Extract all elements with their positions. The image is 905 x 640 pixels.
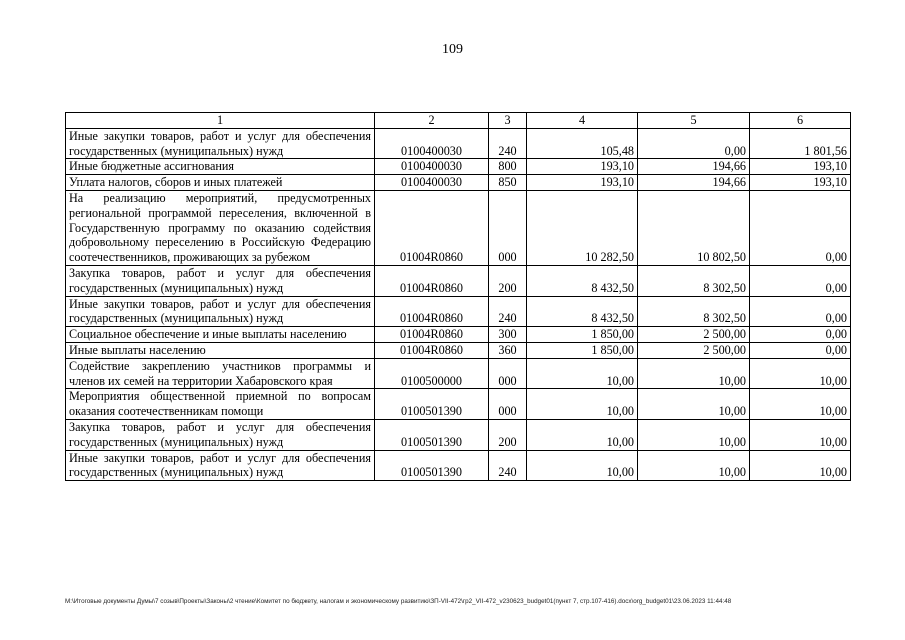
row-name: Закупка товаров, работ и услуг для обеспечения государственных (муниципальных) нужд [66,265,375,296]
row-value-col-5: 194,66 [638,175,750,191]
table-row [66,327,851,343]
table-row [66,450,851,481]
row-value-col-5: 10,00 [638,419,750,450]
table-row [66,175,851,191]
row-value-col-5: 0,00 [638,128,750,159]
row-value-col-4: 10,00 [527,419,638,450]
row-target-code: 01004R0860 [375,265,489,296]
table-row [66,296,851,327]
row-name: Иные закупки товаров, работ и услуг для обеспечения государственных (муниципальных) нужд [66,296,375,327]
header-col-6: 6 [750,113,851,129]
table-row [66,389,851,420]
row-target-code: 01004R0860 [375,296,489,327]
row-value-col-5: 8 302,50 [638,265,750,296]
row-name: Иные закупки товаров, работ и услуг для обеспечения государственных (муниципальных) нужд [66,450,375,481]
header-col-1: 1 [66,113,375,129]
row-expense-type: 240 [489,128,527,159]
table-row [66,419,851,450]
row-expense-type: 240 [489,296,527,327]
header-row [66,113,851,129]
table-header [66,113,851,129]
row-value-col-4: 193,10 [527,159,638,175]
row-target-code: 01004R0860 [375,342,489,358]
row-expense-type: 240 [489,450,527,481]
row-name: Иные выплаты населению [66,342,375,358]
row-name: Социальное обеспечение и иные выплаты населению [66,327,375,343]
row-name: Иные бюджетные ассигнования [66,159,375,175]
row-value-col-4: 10,00 [527,389,638,420]
header-col-5: 5 [638,113,750,129]
table-row [66,128,851,159]
row-value-col-6: 0,00 [750,265,851,296]
row-expense-type: 200 [489,265,527,296]
row-expense-type: 800 [489,159,527,175]
row-value-col-5: 10,00 [638,389,750,420]
row-expense-type: 000 [489,358,527,389]
page-number: 109 [442,42,463,57]
row-value-col-6: 10,00 [750,389,851,420]
row-expense-type: 300 [489,327,527,343]
row-value-col-5: 10,00 [638,358,750,389]
budget-table [65,112,851,481]
header-col-2: 2 [375,113,489,129]
table-row [66,358,851,389]
row-value-col-4: 8 432,50 [527,265,638,296]
row-value-col-6: 193,10 [750,159,851,175]
footer-file-path: M:\Итоговые документы Думы\7 созыв\Проекты\Законы\2 чтение\Комитет по бюджету, налогам и экономическому развитию\ЗП-VII-472\гр2_VII-472_v230623_budget01(пункт 7, стр.107-416).docx\org_budget01\23.06.2023 11:44:48 [65,598,732,605]
row-value-col-6: 0,00 [750,327,851,343]
header-col-4: 4 [527,113,638,129]
row-target-code: 0100500000 [375,358,489,389]
row-value-col-4: 10,00 [527,450,638,481]
row-name: Иные закупки товаров, работ и услуг для обеспечения государственных (муниципальных) нужд [66,128,375,159]
row-expense-type: 850 [489,175,527,191]
row-value-col-4: 1 850,00 [527,342,638,358]
row-value-col-6: 10,00 [750,358,851,389]
row-name: На реализацию мероприятий, предусмотренных региональной программой переселения, включенной в Государственную программу по оказанию содействия добровольному переселению в Российскую Федерацию соотечественников, проживающих за рубежом [66,190,375,265]
row-target-code: 0100400030 [375,128,489,159]
row-value-col-5: 10,00 [638,450,750,481]
row-target-code: 0100501390 [375,450,489,481]
table-body [66,128,851,480]
row-expense-type: 200 [489,419,527,450]
row-value-col-5: 194,66 [638,159,750,175]
row-value-col-4: 10 282,50 [527,190,638,265]
row-value-col-4: 10,00 [527,358,638,389]
row-target-code: 0100501390 [375,389,489,420]
table-row [66,190,851,265]
header-col-3: 3 [489,113,527,129]
row-target-code: 01004R0860 [375,190,489,265]
row-value-col-6: 10,00 [750,419,851,450]
row-value-col-6: 10,00 [750,450,851,481]
table-row [66,265,851,296]
row-expense-type: 360 [489,342,527,358]
row-value-col-6: 0,00 [750,296,851,327]
row-name: Мероприятия общественной приемной по вопросам оказания соотечественникам помощи [66,389,375,420]
row-target-code: 0100400030 [375,159,489,175]
row-value-col-4: 8 432,50 [527,296,638,327]
table-row [66,342,851,358]
row-value-col-5: 2 500,00 [638,327,750,343]
row-value-col-6: 0,00 [750,342,851,358]
row-value-col-6: 0,00 [750,190,851,265]
row-target-code: 01004R0860 [375,327,489,343]
row-value-col-6: 1 801,56 [750,128,851,159]
row-value-col-5: 10 802,50 [638,190,750,265]
row-target-code: 0100400030 [375,175,489,191]
row-name: Закупка товаров, работ и услуг для обеспечения государственных (муниципальных) нужд [66,419,375,450]
row-value-col-6: 193,10 [750,175,851,191]
row-value-col-4: 105,48 [527,128,638,159]
row-target-code: 0100501390 [375,419,489,450]
row-value-col-5: 2 500,00 [638,342,750,358]
row-expense-type: 000 [489,190,527,265]
row-value-col-4: 1 850,00 [527,327,638,343]
row-value-col-4: 193,10 [527,175,638,191]
table-row [66,159,851,175]
row-name: Содействие закреплению участников программы и членов их семей на территории Хабаровского края [66,358,375,389]
row-expense-type: 000 [489,389,527,420]
row-value-col-5: 8 302,50 [638,296,750,327]
row-name: Уплата налогов, сборов и иных платежей [66,175,375,191]
